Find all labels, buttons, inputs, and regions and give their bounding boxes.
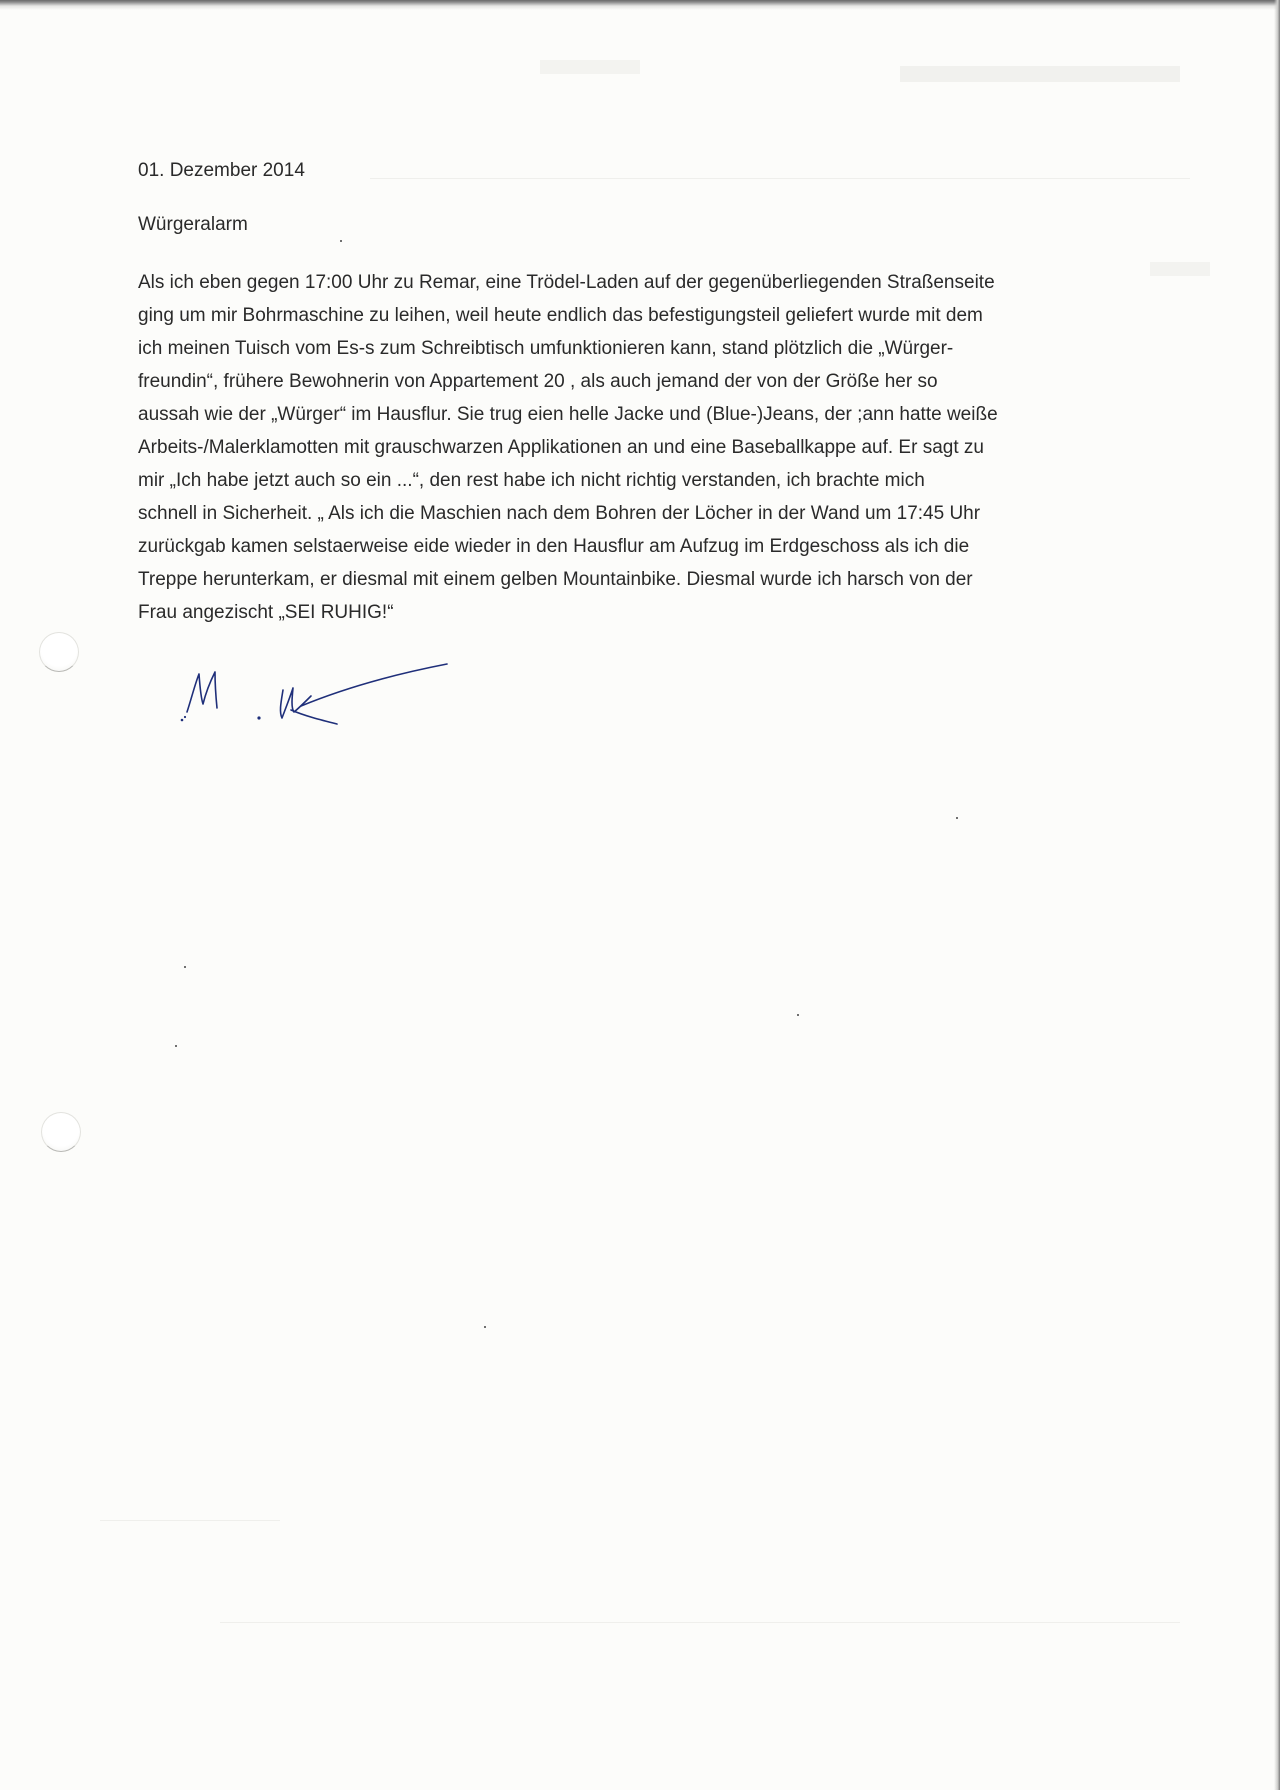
scan-speck [956,817,958,819]
document-title: Würgeralarm [138,214,248,235]
scan-right-edge [1274,0,1280,1790]
scan-speck [175,1045,177,1047]
punch-hole-lower [41,1112,81,1152]
bleed-through-header [900,66,1180,82]
scan-speck [484,1326,486,1328]
bleed-through-rule [370,178,1190,179]
scan-top-edge [0,0,1280,10]
bleed-through-rule [100,1520,280,1521]
bleed-through-rule [220,1622,1180,1623]
punch-hole-upper [39,632,79,672]
bleed-through-block [540,60,640,74]
document-date: 01. Dezember 2014 [138,160,305,181]
handwritten-signature [175,662,460,752]
scan-speck [184,966,186,968]
bleed-through-block [1150,262,1210,276]
scan-speck [797,1014,799,1016]
scan-speck [340,240,342,242]
document-body: Als ich eben gegen 17:00 Uhr zu Remar, eine Trödel-Laden auf der gegenüberliegenden Straßenseite ging um mir Bohrmaschine zu leihen, weil heute endlich das befestigungsteil geliefert wurde mit dem ich meinen Tuisch vom Es-s zum Schreibtisch umfunktionieren kann, stand plötzlich die „Würger- freundin“, frühere Bewohnerin von Appartement 20 , als auch jemand der von der Größe her so aussah wie der „Würger“ im Hausflur. Sie trug eien helle Jacke und (Blue-)Jeans, der ;ann hatte weiße Arbeits-/Malerklamotten mit grauschwarzen Applikationen an und eine Baseballkappe auf. Er sagt zu mir „Ich habe jetzt auch so ein ...“, den rest habe ich nicht richtig verstanden, ich brachte mich schnell in Sicherheit. „ Als ich die Maschien nach dem Bohren der Löcher in der Wand um 17:45 Uhr zurückgab kamen selstaerweise eide wieder in den Hausflur am Aufzug im Erdgeschoss als ich die Treppe herunterkam, er diesmal mit einem gelben Mountainbike. Diesmal wurde ich harsch von der Frau angezischt „SEI RUHIG!“ [138,272,998,623]
